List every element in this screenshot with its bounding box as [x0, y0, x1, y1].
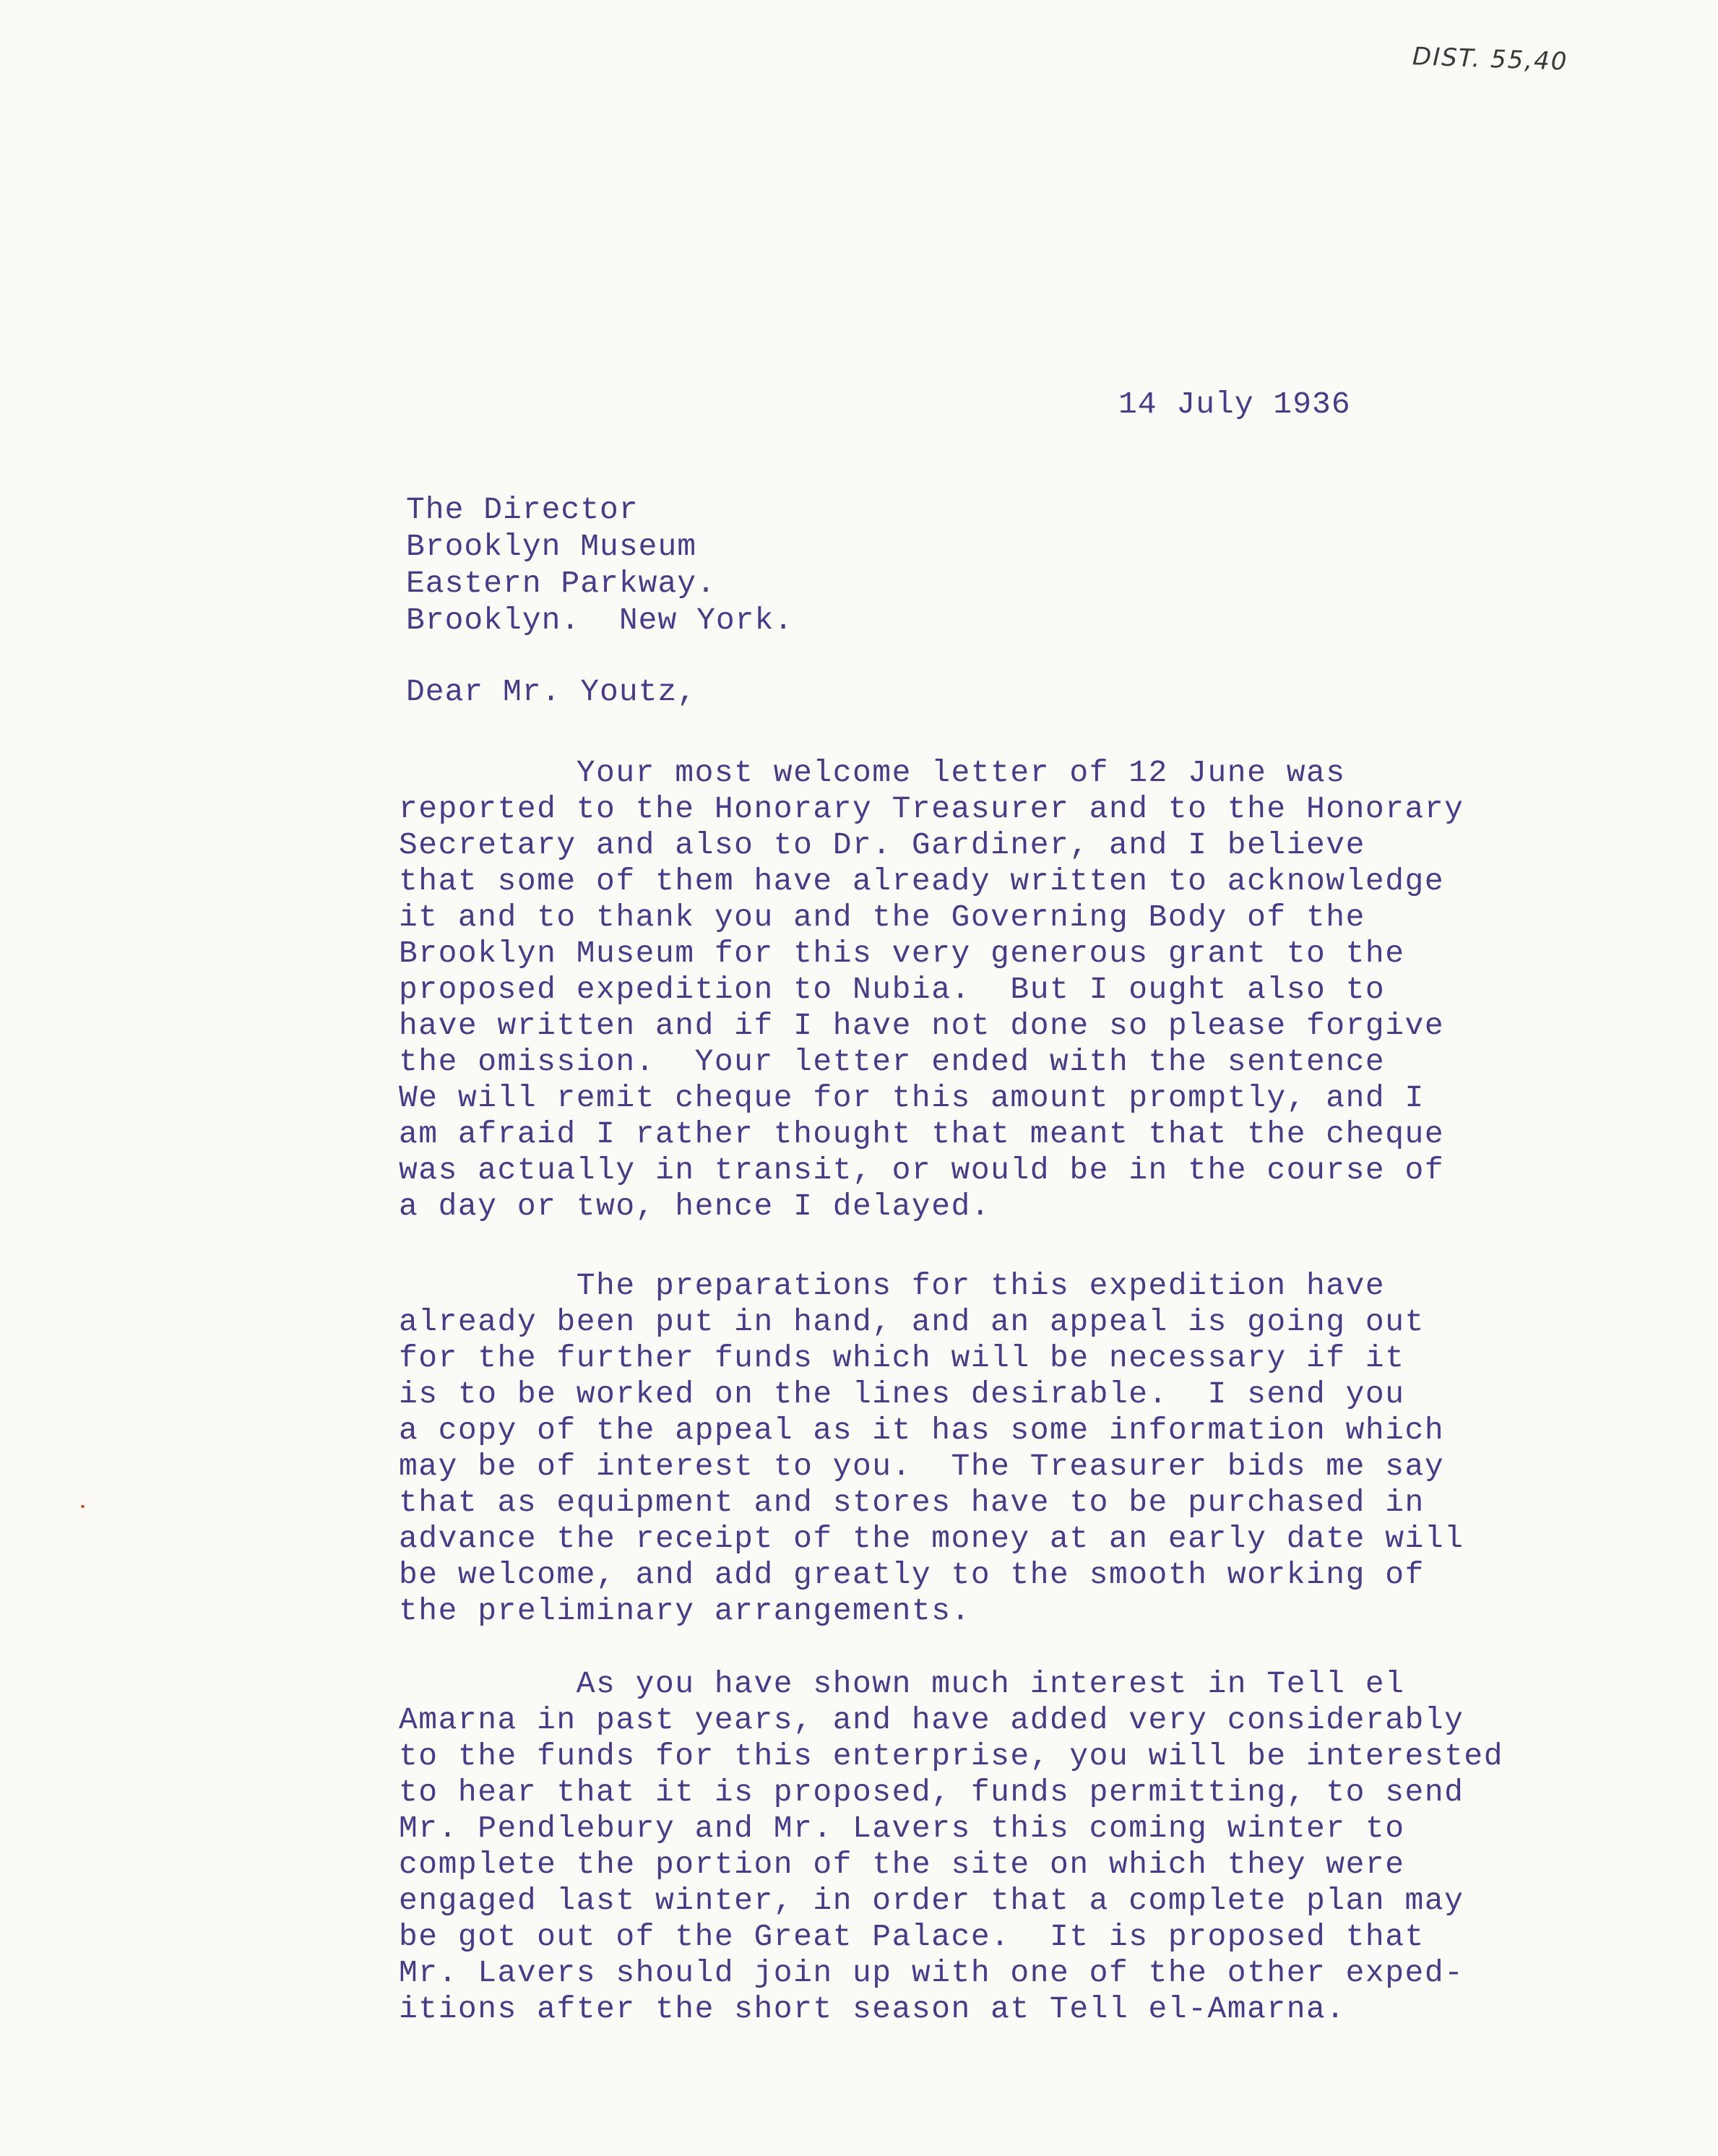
text-line: to hear that it is proposed, funds permitting, to send — [399, 1775, 1464, 1810]
text-line: engaged last winter, in order that a complete plan may — [399, 1883, 1464, 1918]
text-line: already been put in hand, and an appeal is going out — [399, 1304, 1425, 1340]
text-line: We will remit cheque for this amount promptly, and I — [399, 1080, 1425, 1116]
text-line: Mr. Pendlebury and Mr. Lavers this coming winter to — [399, 1811, 1405, 1846]
handwritten-reference-note: DIST. 55,40 — [1412, 42, 1569, 77]
address-line: Brooklyn Museum — [406, 529, 697, 564]
recipient-address — [406, 491, 793, 639]
letter-date: 14 July 1936 — [1118, 387, 1351, 422]
text-line: be got out of the Great Palace. It is proposed that — [399, 1919, 1425, 1954]
paragraph-3 — [399, 1666, 1598, 2027]
text-line: Brooklyn Museum for this very generous grant to the — [399, 936, 1405, 971]
text-line: have written and if I have not done so please forgive — [399, 1008, 1445, 1043]
text-line: it and to thank you and the Governing Body of the — [399, 900, 1365, 935]
text-line: a copy of the appeal as it has some information which — [399, 1413, 1445, 1448]
text-line: advance the receipt of the money at an early date will — [399, 1521, 1464, 1556]
text-line: complete the portion of the site on which they were — [399, 1847, 1405, 1882]
text-line: The preparations for this expedition have — [399, 1268, 1386, 1303]
text-line: reported to the Honorary Treasurer and to the Honorary — [399, 791, 1464, 827]
paragraph-2 — [399, 1268, 1598, 1629]
text-line: to the funds for this enterprise, you will be interested — [399, 1738, 1504, 1774]
text-line: Secretary and also to Dr. Gardiner, and I believe — [399, 827, 1365, 863]
text-line: was actually in transit, or would be in the course of — [399, 1152, 1445, 1188]
text-line: may be of interest to you. The Treasurer bids me say — [399, 1449, 1445, 1484]
text-line: a day or two, hence I delayed. — [399, 1189, 991, 1224]
text-line: the preliminary arrangements. — [399, 1593, 971, 1629]
address-line: Brooklyn. New York. — [406, 603, 794, 638]
text-line: the omission. Your letter ended with the sentence — [399, 1044, 1386, 1079]
text-line: for the further funds which will be necessary if it — [399, 1340, 1405, 1376]
text-line: is to be worked on the lines desirable. I send you — [399, 1376, 1405, 1412]
text-line: As you have shown much interest in Tell el — [399, 1666, 1405, 1702]
text-line: proposed expedition to Nubia. But I ought also to — [399, 972, 1386, 1007]
text-line: Amarna in past years, and have added very considerably — [399, 1702, 1464, 1738]
text-line: that some of them have already written to acknowledge — [399, 863, 1445, 899]
text-line: be welcome, and add greatly to the smooth working of — [399, 1557, 1425, 1592]
text-line: Your most welcome letter of 12 June was — [399, 755, 1346, 790]
text-line: Mr. Lavers should join up with one of the other exped- — [399, 1955, 1464, 1991]
text-line: itions after the short season at Tell el-Amarna. — [399, 1991, 1346, 2027]
ink-speck — [81, 1505, 85, 1508]
address-line: The Director — [406, 492, 639, 527]
salutation: Dear Mr. Youtz, — [406, 674, 697, 710]
text-line: that as equipment and stores have to be purchased in — [399, 1485, 1425, 1520]
address-line: Eastern Parkway. — [406, 566, 716, 601]
paragraph-1 — [399, 755, 1598, 1225]
text-line: am afraid I rather thought that meant that the cheque — [399, 1116, 1445, 1152]
